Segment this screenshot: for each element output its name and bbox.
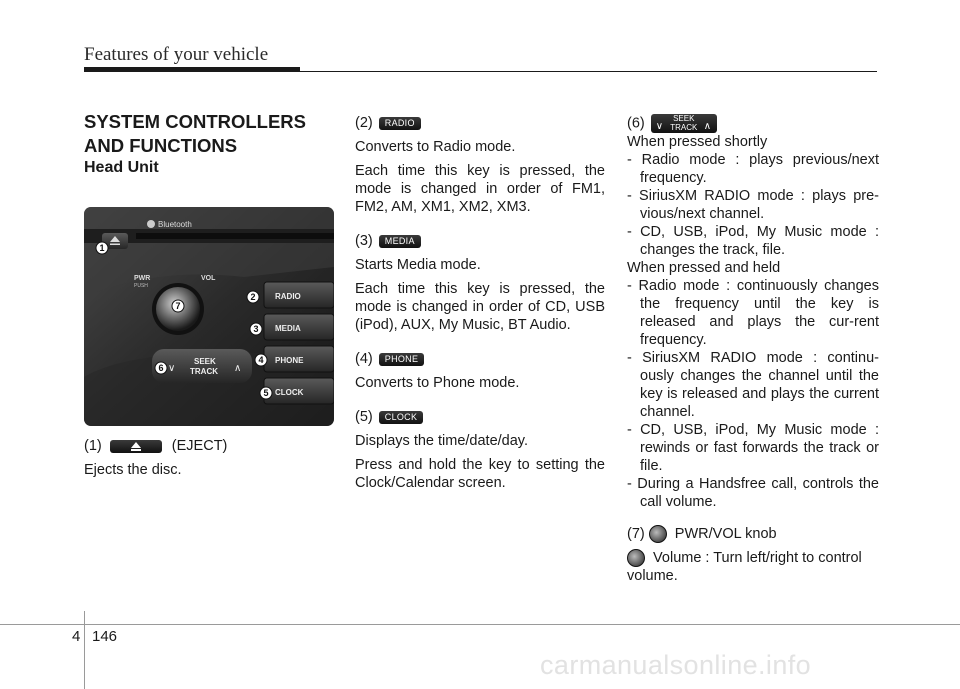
media-number: (3) <box>355 233 373 249</box>
radio-desc1: Converts to Radio mode. <box>355 139 516 155</box>
head-unit-illustration <box>84 207 334 426</box>
phone-key-badge: PHONE <box>379 353 425 366</box>
seek-track-key-badge <box>651 114 717 133</box>
track-key-text: TRACK <box>670 122 698 132</box>
column-3 <box>627 114 879 585</box>
footer-rule <box>0 624 960 625</box>
clock-key-badge: CLOCK <box>379 411 424 424</box>
callout-4: 4 <box>258 355 264 365</box>
phone-number: (4) <box>355 351 373 367</box>
push-label: PUSH <box>134 283 148 289</box>
fig-phone-label: PHONE <box>275 356 304 365</box>
column-2 <box>355 114 605 492</box>
page-number: 146 <box>92 628 118 645</box>
chevron-up-icon: ∧ <box>703 121 712 132</box>
callout-2: 2 <box>250 292 256 302</box>
fig-radio-label: RADIO <box>275 292 301 301</box>
pwr-line <box>627 525 879 543</box>
seek-track-key-text <box>669 115 699 132</box>
short-item-2: - SiriusXM RADIO mode : plays pre-vious/next channel. <box>627 188 879 222</box>
media-key-line <box>355 232 605 250</box>
eject-desc: Ejects the disc. <box>84 462 182 478</box>
fig-media-label: MEDIA <box>275 324 301 333</box>
eject-number: (1) <box>84 438 102 454</box>
callout-7: 7 <box>175 301 181 311</box>
track-label: TRACK <box>190 367 218 376</box>
seek-key-line <box>627 114 879 133</box>
media-desc2: Each time this key is pressed, the mode is changed in order of CD, USB (iPod), AUX, My Music, BT Audio. <box>355 281 605 333</box>
clock-desc1: Displays the time/date/day. <box>355 433 529 449</box>
radio-desc2: Each time this key is pressed, the mode is changed in order of FM1, FM2, AM, XM1, XM2, XM3. <box>355 163 605 215</box>
held-item-1: - Radio mode : continuously changes the frequency until the key is released and plays the cur-rent frequency. <box>627 278 879 348</box>
callout-5: 5 <box>263 388 269 398</box>
callout-1: 1 <box>99 243 105 253</box>
header-rule <box>300 71 877 72</box>
pwr-label-text: PWR/VOL knob <box>674 526 777 542</box>
held-item-4: - During a Handsfree call, controls the call volume. <box>627 476 879 510</box>
eject-label: (EJECT) <box>171 438 228 454</box>
seek-key-text: SEEK <box>673 114 695 123</box>
short-item-3: - CD, USB, iPod, My Music mode : changes the track, file. <box>627 224 879 258</box>
radio-number: (2) <box>355 115 373 131</box>
media-key-badge: MEDIA <box>379 235 421 248</box>
seek-label: SEEK <box>194 357 216 366</box>
pwr-label: PWR <box>134 275 151 282</box>
svg-text:∨: ∨ <box>168 363 176 374</box>
pwr-number: (7) <box>627 526 645 542</box>
eject-block <box>84 437 334 479</box>
section-heading <box>84 110 334 158</box>
phone-key-line <box>355 350 605 368</box>
short-item-1: - Radio mode : plays previous/next frequency. <box>627 152 879 186</box>
phone-desc1: Converts to Phone mode. <box>355 375 520 391</box>
clock-number: (5) <box>355 409 373 425</box>
held-item-3: - CD, USB, iPod, My Music mode : rewinds or fast forwards the track or file. <box>627 422 879 474</box>
clock-desc2: Press and hold the key to setting the Clock/Calendar screen. <box>355 457 605 491</box>
knob-icon <box>649 525 667 543</box>
seek-number: (6) <box>627 115 645 132</box>
eject-key-icon <box>110 440 162 453</box>
vol-label: VOL <box>201 275 216 282</box>
radio-key-line <box>355 114 605 132</box>
fig-clock-label: CLOCK <box>275 388 304 397</box>
column-1 <box>84 110 334 178</box>
bluetooth-label: Bluetooth <box>158 220 192 229</box>
callout-6: 6 <box>158 363 164 373</box>
clock-key-line <box>355 408 605 426</box>
short-press-heading: When pressed shortly <box>627 134 768 150</box>
footer-divider <box>84 611 85 689</box>
watermark: carmanualsonline.info <box>540 650 812 680</box>
volume-desc: Volume : Turn left/right to control volume. <box>627 550 862 585</box>
volume-line <box>627 549 879 585</box>
eject-line <box>84 437 334 455</box>
chevron-down-icon: ∨ <box>655 121 664 132</box>
head-unit-figure <box>84 207 334 426</box>
subheading: Head Unit <box>84 159 159 176</box>
svg-text:∧: ∧ <box>234 363 242 374</box>
callout-3: 3 <box>253 324 259 334</box>
knob-icon <box>627 549 645 567</box>
held-press-heading: When pressed and held <box>627 260 781 276</box>
section-heading-line2: AND FUNCTIONS <box>84 135 238 156</box>
page-header-title: Features of your vehicle <box>84 44 269 65</box>
section-heading-line1: SYSTEM CONTROLLERS <box>84 111 307 132</box>
header-bar <box>84 67 300 72</box>
media-desc1: Starts Media mode. <box>355 257 481 273</box>
chapter-number: 4 <box>72 628 81 645</box>
radio-key-badge: RADIO <box>379 117 421 130</box>
held-item-2: - SiriusXM RADIO mode : continu-ously changes the channel until the key is released and plays the current channel. <box>627 350 879 420</box>
